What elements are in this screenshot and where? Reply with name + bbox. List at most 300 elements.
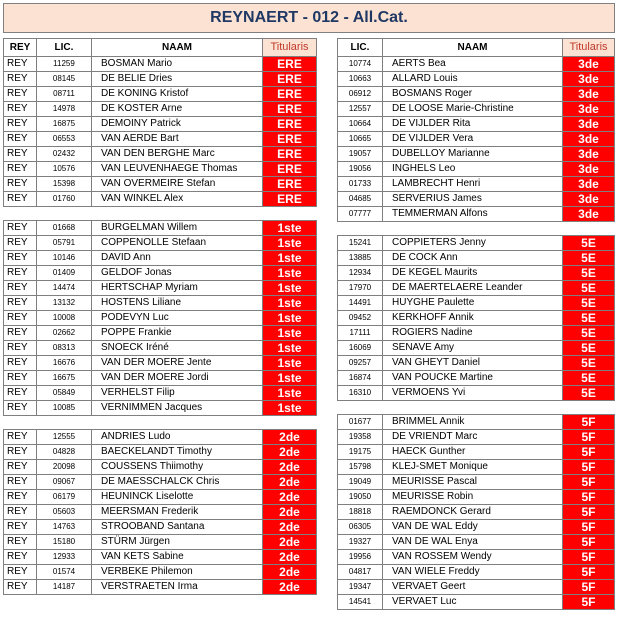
cell-rey: REY [4, 401, 37, 416]
cell-naam: DUBELLOY Marianne [383, 147, 563, 162]
cell-cat: 5E [563, 341, 615, 356]
table-row [338, 430, 615, 445]
cell-naam: SERVERIUS James [383, 192, 563, 207]
cell-rey: REY [4, 475, 37, 490]
cell-lic: 12933 [37, 550, 92, 565]
cell-lic: 16069 [338, 341, 383, 356]
cell-naam: DE COCK Ann [383, 251, 563, 266]
cell-naam: VAN KETS Sabine [92, 550, 263, 565]
table-row [338, 505, 615, 520]
cell-lic: 05603 [37, 505, 92, 520]
cell-rey: REY [4, 550, 37, 565]
cell-cat: 5F [563, 565, 615, 580]
cell-rey: REY [4, 162, 37, 177]
cell-lic: 16874 [338, 371, 383, 386]
cell-lic: 04817 [338, 565, 383, 580]
cell-lic: 08711 [37, 87, 92, 102]
cell-cat: 5E [563, 371, 615, 386]
table-row [4, 57, 317, 72]
cell-naam: ANDRIES Ludo [92, 430, 263, 445]
cell-naam: PODEVYN Luc [92, 311, 263, 326]
cell-naam: SENAVE Amy [383, 341, 563, 356]
cell-cat: 2de [263, 445, 317, 460]
cell-cat: 5E [563, 356, 615, 371]
table-row [4, 490, 317, 505]
cell-naam: VAN WINKEL Alex [92, 192, 263, 207]
cell-cat: 5E [563, 251, 615, 266]
cell-rey: REY [4, 311, 37, 326]
cell-naam: HOSTENS Liliane [92, 296, 263, 311]
cell-lic: 18818 [338, 505, 383, 520]
cell-cat: ERE [263, 72, 317, 87]
cell-lic: 08313 [37, 341, 92, 356]
table-row [338, 147, 615, 162]
table-row [4, 520, 317, 535]
header-lic: LIC. [338, 39, 383, 57]
cell-lic: 12934 [338, 266, 383, 281]
cell-rey: REY [4, 460, 37, 475]
cell-lic: 12555 [37, 430, 92, 445]
cell-cat: 1ste [263, 296, 317, 311]
cell-cat: 5E [563, 281, 615, 296]
cell-rey: REY [4, 520, 37, 535]
cell-lic: 16875 [37, 117, 92, 132]
cell-rey: REY [4, 341, 37, 356]
spacer-cell [338, 222, 615, 236]
header-naam: NAAM [383, 39, 563, 57]
cell-lic: 02662 [37, 326, 92, 341]
cell-rey: REY [4, 356, 37, 371]
table-row [4, 72, 317, 87]
cell-cat: 3de [563, 117, 615, 132]
cell-naam: COUSSENS Thiimothy [92, 460, 263, 475]
cell-naam: VERMOENS Yvi [383, 386, 563, 401]
cell-lic: 16676 [37, 356, 92, 371]
cell-lic: 19327 [338, 535, 383, 550]
cell-naam: VAN ROSSEM Wendy [383, 550, 563, 565]
table-row [338, 371, 615, 386]
table-row [338, 236, 615, 251]
cell-naam: TEMMERMAN Alfons [383, 207, 563, 222]
cell-lic: 01733 [338, 177, 383, 192]
table-header-row [338, 39, 615, 57]
cell-cat: 2de [263, 505, 317, 520]
table-row [4, 251, 317, 266]
cell-naam: BURGELMAN Willem [92, 221, 263, 236]
table-row [338, 460, 615, 475]
cell-naam: VAN DEN BERGHE Marc [92, 147, 263, 162]
table-row [4, 102, 317, 117]
cell-cat: ERE [263, 57, 317, 72]
cell-naam: DEMOINY Patrick [92, 117, 263, 132]
cell-cat: ERE [263, 87, 317, 102]
cell-lic: 14541 [338, 595, 383, 610]
cell-naam: DE VRIENDT Marc [383, 430, 563, 445]
cell-rey: REY [4, 177, 37, 192]
table-row [4, 371, 317, 386]
cell-cat: 2de [263, 460, 317, 475]
cell-lic: 09452 [338, 311, 383, 326]
cell-lic: 01668 [37, 221, 92, 236]
cell-lic: 14763 [37, 520, 92, 535]
cell-naam: HAECK Gunther [383, 445, 563, 460]
cell-lic: 12557 [338, 102, 383, 117]
cell-rey: REY [4, 565, 37, 580]
cell-naam: VAN POUCKE Martine [383, 371, 563, 386]
cell-cat: 3de [563, 102, 615, 117]
table-row [338, 207, 615, 222]
header-rey: REY [4, 39, 37, 57]
cell-naam: DE LOOSE Marie-Christine [383, 102, 563, 117]
cell-cat: 3de [563, 132, 615, 147]
cell-lic: 05791 [37, 236, 92, 251]
cell-naam: HEUNINCK Liselotte [92, 490, 263, 505]
cell-cat: 3de [563, 87, 615, 102]
cell-cat: 1ste [263, 356, 317, 371]
cell-cat: 5F [563, 505, 615, 520]
cell-lic: 13132 [37, 296, 92, 311]
cell-cat: 1ste [263, 401, 317, 416]
table-row [338, 132, 615, 147]
table-row [338, 177, 615, 192]
cell-rey: REY [4, 580, 37, 595]
table-row [4, 326, 317, 341]
page-title: REYNAERT - 012 - All.Cat. [3, 3, 615, 33]
table-row [338, 251, 615, 266]
cell-rey: REY [4, 490, 37, 505]
cell-naam: STROOBAND Santana [92, 520, 263, 535]
cell-cat: ERE [263, 102, 317, 117]
cell-cat: 3de [563, 162, 615, 177]
table-row [338, 311, 615, 326]
table-row [338, 535, 615, 550]
cell-rey: REY [4, 281, 37, 296]
spacer-cell [4, 207, 317, 221]
cell-cat: 5F [563, 580, 615, 595]
cell-cat: 5E [563, 386, 615, 401]
table-row [4, 401, 317, 416]
cell-rey: REY [4, 535, 37, 550]
cell-lic: 14474 [37, 281, 92, 296]
cell-cat: 5E [563, 311, 615, 326]
cell-cat: 2de [263, 490, 317, 505]
cell-cat: 3de [563, 177, 615, 192]
cell-lic: 17970 [338, 281, 383, 296]
cell-cat: 1ste [263, 326, 317, 341]
cell-naam: BRIMMEL Annik [383, 415, 563, 430]
cell-lic: 10008 [37, 311, 92, 326]
cell-naam: DE KOSTER Arne [92, 102, 263, 117]
cell-lic: 15398 [37, 177, 92, 192]
table-row [4, 535, 317, 550]
header-titularis: Titularis [563, 39, 615, 57]
cell-rey: REY [4, 505, 37, 520]
table-row [338, 445, 615, 460]
cell-lic: 10665 [338, 132, 383, 147]
cell-cat: ERE [263, 177, 317, 192]
cell-cat: 2de [263, 535, 317, 550]
cell-cat: 5F [563, 520, 615, 535]
right-members-table [337, 38, 615, 610]
cell-naam: INGHELS Leo [383, 162, 563, 177]
cell-lic: 19347 [338, 580, 383, 595]
group-spacer [4, 207, 317, 221]
cell-cat: 5F [563, 415, 615, 430]
cell-naam: HUYGHE Paulette [383, 296, 563, 311]
cell-lic: 06553 [37, 132, 92, 147]
cell-cat: 5E [563, 266, 615, 281]
cell-naam: VERVAET Luc [383, 595, 563, 610]
cell-naam: DAVID Ann [92, 251, 263, 266]
cell-rey: REY [4, 371, 37, 386]
cell-lic: 13885 [338, 251, 383, 266]
cell-lic: 01574 [37, 565, 92, 580]
cell-lic: 14491 [338, 296, 383, 311]
cell-cat: 1ste [263, 221, 317, 236]
cell-naam: KLEJ-SMET Monique [383, 460, 563, 475]
table-row [338, 296, 615, 311]
table-row [4, 236, 317, 251]
cell-naam: DE BELIE Dries [92, 72, 263, 87]
cell-naam: ROGIERS Nadine [383, 326, 563, 341]
table-row [4, 565, 317, 580]
cell-naam: COPPIETERS Jenny [383, 236, 563, 251]
cell-naam: RAEMDONCK Gerard [383, 505, 563, 520]
cell-naam: COPPENOLLE Stefaan [92, 236, 263, 251]
cell-lic: 19057 [338, 147, 383, 162]
cell-cat: 1ste [263, 266, 317, 281]
cell-rey: REY [4, 236, 37, 251]
cell-naam: VAN WIELE Freddy [383, 565, 563, 580]
cell-naam: VAN GHEYT Daniel [383, 356, 563, 371]
cell-cat: 5F [563, 460, 615, 475]
table-row [4, 311, 317, 326]
cell-rey: REY [4, 72, 37, 87]
cell-lic: 10774 [338, 57, 383, 72]
table-row [338, 326, 615, 341]
header-lic: LIC. [37, 39, 92, 57]
cell-naam: VAN DE WAL Enya [383, 535, 563, 550]
cell-cat: 5F [563, 595, 615, 610]
cell-naam: VAN LEUVENHAEGE Thomas [92, 162, 263, 177]
cell-cat: 2de [263, 565, 317, 580]
cell-rey: REY [4, 326, 37, 341]
table-row [4, 147, 317, 162]
cell-lic: 19358 [338, 430, 383, 445]
table-row [338, 341, 615, 356]
table-row [338, 595, 615, 610]
table-row [4, 356, 317, 371]
cell-rey: REY [4, 192, 37, 207]
cell-lic: 16310 [338, 386, 383, 401]
cell-lic: 07777 [338, 207, 383, 222]
cell-naam: DE MAESSCHALCK Chris [92, 475, 263, 490]
cell-naam: VAN AERDE Bart [92, 132, 263, 147]
cell-cat: 5E [563, 296, 615, 311]
cell-cat: 5F [563, 535, 615, 550]
cell-naam: VAN DE WAL Eddy [383, 520, 563, 535]
cell-rey: REY [4, 147, 37, 162]
table-row [338, 102, 615, 117]
cell-cat: 2de [263, 550, 317, 565]
cell-naam: STÜRM Jürgen [92, 535, 263, 550]
table-row [338, 87, 615, 102]
cell-cat: 1ste [263, 371, 317, 386]
cell-naam: LAMBRECHT Henri [383, 177, 563, 192]
cell-lic: 10664 [338, 117, 383, 132]
table-row [338, 415, 615, 430]
cell-lic: 15241 [338, 236, 383, 251]
cell-lic: 09257 [338, 356, 383, 371]
table-row [338, 475, 615, 490]
cell-cat: ERE [263, 162, 317, 177]
table-row [4, 386, 317, 401]
cell-naam: BAECKELANDT Timothy [92, 445, 263, 460]
table-row [4, 221, 317, 236]
cell-naam: DE KONING Kristof [92, 87, 263, 102]
table-row [338, 356, 615, 371]
cell-lic: 10663 [338, 72, 383, 87]
cell-lic: 01677 [338, 415, 383, 430]
table-row [338, 281, 615, 296]
cell-lic: 11259 [37, 57, 92, 72]
cell-cat: 3de [563, 192, 615, 207]
cell-lic: 20098 [37, 460, 92, 475]
cell-lic: 19956 [338, 550, 383, 565]
cell-rey: REY [4, 221, 37, 236]
table-row [4, 296, 317, 311]
cell-cat: ERE [263, 132, 317, 147]
table-row [4, 266, 317, 281]
table-row [4, 87, 317, 102]
cell-cat: 1ste [263, 281, 317, 296]
cell-lic: 19050 [338, 490, 383, 505]
cell-cat: ERE [263, 192, 317, 207]
cell-naam: VERSTRAETEN Irma [92, 580, 263, 595]
table-row [4, 505, 317, 520]
cell-rey: REY [4, 102, 37, 117]
cell-naam: DE KEGEL Maurits [383, 266, 563, 281]
cell-naam: DE VIJLDER Rita [383, 117, 563, 132]
cell-lic: 01760 [37, 192, 92, 207]
cell-cat: 5F [563, 490, 615, 505]
cell-cat: 5F [563, 475, 615, 490]
cell-naam: MEURISSE Robin [383, 490, 563, 505]
table-row [4, 192, 317, 207]
table-row [4, 117, 317, 132]
cell-lic: 08145 [37, 72, 92, 87]
cell-lic: 05849 [37, 386, 92, 401]
cell-naam: DE VIJLDER Vera [383, 132, 563, 147]
table-row [338, 72, 615, 87]
left-members-table [3, 38, 317, 595]
table-row [338, 192, 615, 207]
cell-naam: SNOECK Iréné [92, 341, 263, 356]
cell-lic: 02432 [37, 147, 92, 162]
cell-cat: 2de [263, 430, 317, 445]
cell-cat: 1ste [263, 236, 317, 251]
table-row [338, 57, 615, 72]
cell-lic: 19056 [338, 162, 383, 177]
cell-cat: 2de [263, 475, 317, 490]
table-row [4, 132, 317, 147]
table-row [4, 550, 317, 565]
cell-naam: VERHELST Filip [92, 386, 263, 401]
table-row [4, 475, 317, 490]
cell-naam: GELDOF Jonas [92, 266, 263, 281]
group-spacer [338, 222, 615, 236]
cell-cat: 5F [563, 430, 615, 445]
table-row [338, 386, 615, 401]
spacer-cell [338, 401, 615, 415]
cell-rey: REY [4, 57, 37, 72]
cell-cat: ERE [263, 147, 317, 162]
table-row [4, 430, 317, 445]
cell-cat: 5F [563, 550, 615, 565]
cell-naam: AERTS Bea [383, 57, 563, 72]
cell-lic: 15180 [37, 535, 92, 550]
cell-lic: 14187 [37, 580, 92, 595]
cell-rey: REY [4, 87, 37, 102]
cell-cat: 2de [263, 520, 317, 535]
table-row [338, 550, 615, 565]
cell-rey: REY [4, 296, 37, 311]
cell-rey: REY [4, 386, 37, 401]
cell-cat: 2de [263, 580, 317, 595]
cell-rey: REY [4, 430, 37, 445]
cell-cat: 1ste [263, 311, 317, 326]
header-titularis: Titularis [263, 39, 317, 57]
table-row [4, 281, 317, 296]
cell-naam: VERVAET Geert [383, 580, 563, 595]
cell-naam: VAN OVERMEIRE Stefan [92, 177, 263, 192]
spacer-cell [4, 416, 317, 430]
cell-lic: 09067 [37, 475, 92, 490]
cell-rey: REY [4, 251, 37, 266]
cell-cat: 1ste [263, 341, 317, 356]
cell-lic: 16675 [37, 371, 92, 386]
group-spacer [4, 416, 317, 430]
cell-naam: VAN DER MOERE Jente [92, 356, 263, 371]
cell-lic: 15798 [338, 460, 383, 475]
cell-rey: REY [4, 117, 37, 132]
cell-cat: 1ste [263, 386, 317, 401]
cell-lic: 04685 [338, 192, 383, 207]
cell-naam: BOSMAN Mario [92, 57, 263, 72]
table-header-row [4, 39, 317, 57]
cell-lic: 01409 [37, 266, 92, 281]
cell-cat: 5F [563, 445, 615, 460]
cell-cat: 3de [563, 147, 615, 162]
table-row [338, 162, 615, 177]
cell-lic: 19049 [338, 475, 383, 490]
header-naam: NAAM [92, 39, 263, 57]
group-spacer [338, 401, 615, 415]
cell-cat: 3de [563, 57, 615, 72]
cell-lic: 14978 [37, 102, 92, 117]
cell-lic: 10576 [37, 162, 92, 177]
table-row [4, 162, 317, 177]
table-row [4, 580, 317, 595]
cell-rey: REY [4, 266, 37, 281]
table-row [338, 520, 615, 535]
cell-lic: 17111 [338, 326, 383, 341]
table-row [338, 490, 615, 505]
cell-naam: HERTSCHAP Myriam [92, 281, 263, 296]
table-row [4, 460, 317, 475]
table-row [338, 580, 615, 595]
cell-lic: 19175 [338, 445, 383, 460]
